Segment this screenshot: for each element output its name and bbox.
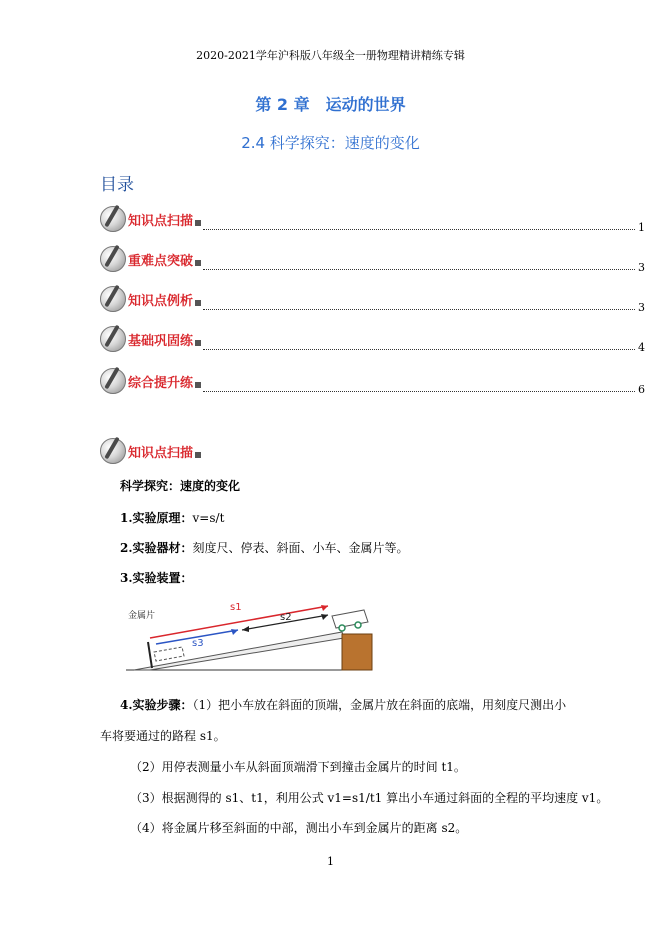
s1-arrowhead <box>321 605 328 611</box>
principle-paragraph <box>120 510 224 526</box>
pen-globe-icon <box>100 206 126 232</box>
dot-leader <box>203 229 635 230</box>
s1-label: s1 <box>230 602 242 613</box>
wooden-block <box>342 634 372 670</box>
steps-label: 4.实验步骤： <box>120 698 193 712</box>
toc-item-label: 重难点突破 <box>128 253 194 269</box>
cart-top <box>332 610 368 628</box>
topic-heading: 科学探究：速度的变化 <box>120 479 241 493</box>
cart-wheel-icon <box>355 622 361 628</box>
toc-item-label: 知识点扫描 <box>128 213 194 229</box>
s2-arrowhead-left <box>242 626 249 632</box>
toc-item-page: 1 <box>638 221 645 234</box>
toc-item[interactable] <box>100 245 645 275</box>
s3-arrowhead <box>231 629 238 635</box>
toc-item-label: 综合提升练 <box>128 375 194 391</box>
square-mark-icon <box>195 260 201 266</box>
pen-globe-icon <box>100 286 126 312</box>
metal-plate <box>148 642 152 668</box>
s2-label: s2 <box>280 612 292 623</box>
toc-item-label: 基础巩固练 <box>128 333 194 349</box>
incline-ramp <box>134 632 344 670</box>
page-number: 1 <box>327 855 334 868</box>
toc-item-page: 4 <box>638 341 645 354</box>
steps-text-line2: 车将要通过的路程 s1。 <box>100 729 226 743</box>
toc-title: 目录 <box>100 175 134 195</box>
pen-globe-icon <box>100 438 126 464</box>
toc-item[interactable] <box>100 367 645 397</box>
section-badge <box>100 437 201 465</box>
principle-label: 1.实验原理： <box>120 511 193 525</box>
principle-text: v=s/t <box>192 511 225 525</box>
setup-label: 3.实验装置： <box>120 571 193 585</box>
step-4: （4）将金属片移至斜面的中部，测出小车到金属片的距离 s2。 <box>130 821 468 835</box>
dot-leader <box>203 269 635 270</box>
dot-leader <box>203 391 635 392</box>
square-mark-icon <box>195 382 201 388</box>
dot-leader <box>203 349 635 350</box>
pen-globe-icon <box>100 246 126 272</box>
square-mark-icon <box>195 300 201 306</box>
cart-dashed <box>154 647 184 661</box>
cart-wheel-icon <box>339 625 345 631</box>
equipment-text: 刻度尺、停表、斜面、小车、金属片等。 <box>192 541 409 555</box>
steps-paragraph <box>120 697 600 713</box>
square-mark-icon <box>195 340 201 346</box>
incline-apparatus-figure <box>120 590 380 680</box>
metal-plate-label: 金属片 <box>128 611 156 621</box>
pen-globe-icon <box>100 368 126 394</box>
square-mark-icon <box>195 220 201 226</box>
square-mark-icon <box>195 452 201 458</box>
s3-label: s3 <box>192 638 204 649</box>
s2-arrowhead-right <box>321 614 328 620</box>
steps-text-line1: （1）把小车放在斜面的顶端，金属片放在斜面的底端，用刻度尺测出小 <box>192 698 567 712</box>
document-header: 2020-2021学年沪科版八年级全一册物理精讲精练专辑 <box>196 49 465 62</box>
step-2: （2）用停表测量小车从斜面顶端滑下到撞击金属片的时间 t1。 <box>130 760 466 774</box>
toc-item-page: 3 <box>638 301 645 314</box>
toc-item-page: 6 <box>638 383 645 396</box>
chapter-title: 第 2 章 运动的世界 <box>255 95 406 114</box>
toc-item[interactable] <box>100 325 645 355</box>
toc-item[interactable] <box>100 205 645 235</box>
step-3: （3）根据测得的 s1、t1，利用公式 v1=s1/t1 算出小车通过斜面的全程的平均速度 v1。 <box>130 791 609 805</box>
toc-item-page: 3 <box>638 261 645 274</box>
equipment-label: 2.实验器材： <box>120 541 193 555</box>
dot-leader <box>203 309 635 310</box>
section-badge-label: 知识点扫描 <box>128 445 194 461</box>
toc-item[interactable] <box>100 285 645 315</box>
toc-item-label: 知识点例析 <box>128 293 194 309</box>
pen-globe-icon <box>100 326 126 352</box>
section-title: 2.4 科学探究：速度的变化 <box>241 134 420 152</box>
equipment-paragraph <box>120 540 409 556</box>
